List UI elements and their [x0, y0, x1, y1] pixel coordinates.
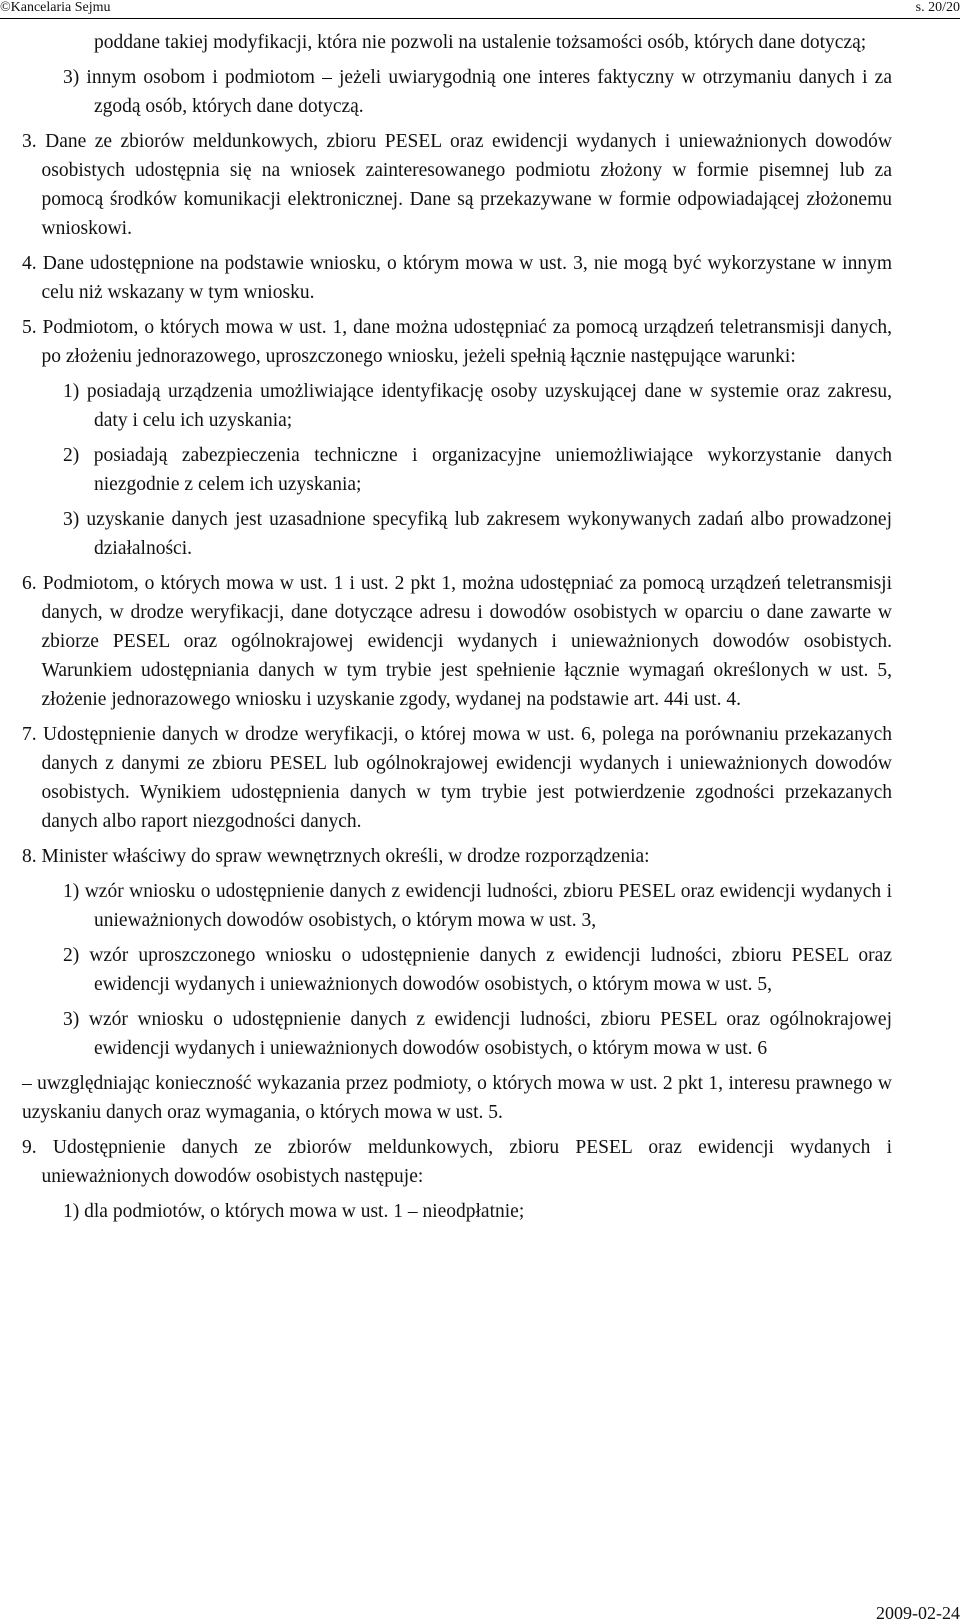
list-item: 1) posiadają urządzenia umożliwiające identyfikację osoby uzyskującej dane w systemie oraz zakresu, daty i celu ich uzyskania;	[63, 381, 892, 431]
paragraph-4: 4. Dane udostępnione na podstawie wniosku, o którym mowa w ust. 3, nie mogą być wykorzystane w innym celu niż wskazany w tym wniosku.	[22, 253, 892, 303]
text-continuation: poddane takiej modyfikacji, która nie pozwoli na ustalenie tożsamości osób, których dane dotyczą;	[94, 32, 867, 53]
list-item: 3) wzór wniosku o udostępnienie danych z ewidencji ludności, zbioru PESEL oraz ogólnokrajowej ewidencji wydanych i unieważnionych dowodów osobistych, o którym mowa w ust. 6	[63, 1009, 892, 1059]
header-divider	[0, 18, 960, 19]
paragraph-8: 8. Minister właściwy do spraw wewnętrznych określi, w drodze rozporządzenia:	[22, 846, 650, 867]
paragraph-7: 7. Udostępnienie danych w drodze weryfikacji, o której mowa w ust. 6, polega na porównaniu przekazanych danych z danymi ze zbioru PESEL lub ogólnokrajowej ewidencji wydanych i unieważnionych dowodów osobistych. Wynikiem udostępnienia danych w tym trybie jest potwierdzenie zgodności przekazanych danych albo raport niezgodności danych.	[22, 724, 892, 832]
list-item: 3) uzyskanie danych jest uzasadnione specyfiką lub zakresem wykonywanych zadań albo prowadzonej działalności.	[63, 509, 892, 559]
document-body	[22, 28, 892, 1232]
list-item: 1) dla podmiotów, o których mowa w ust. 1 – nieodpłatnie;	[63, 1201, 525, 1222]
list-item: 2) posiadają zabezpieczenia techniczne i organizacyjne uniemożliwiające wykorzystanie danych niezgodnie z celem ich uzyskania;	[63, 445, 892, 495]
paragraph-6: 6. Podmiotom, o których mowa w ust. 1 i ust. 2 pkt 1, można udostępniać za pomocą urządzeń teletransmisji danych, w drodze weryfikacji, dane dotyczące adresu i dowodów osobistych w oparciu o dane zawarte w zbiorze PESEL oraz ogólnokrajowej ewidencji wydanych i unieważnionych dowodów osobistych. Warunkiem udostępniania danych w tym trybie jest spełnienie łącznie wymagań określonych w ust. 5, złożenie jednorazowego wniosku i uzyskanie zgody, wydanej na podstawie art. 44i ust. 4.	[22, 573, 892, 710]
copyright-label: ©Kancelaria Sejmu	[0, 0, 111, 15]
paragraph-9: 9. Udostępnienie danych ze zbiorów meldunkowych, zbioru PESEL oraz ewidencji wydanych i unieważnionych dowodów osobistych następuje:	[22, 1137, 892, 1187]
list-item: 1) wzór wniosku o udostępnienie danych z ewidencji ludności, zbioru PESEL oraz ewidencji wydanych i unieważnionych dowodów osobistych, o którym mowa w ust. 3,	[63, 881, 892, 931]
page-footer-date: 2009-02-24	[876, 1603, 960, 1623]
list-item: 3) innym osobom i podmiotom – jeżeli uwiarygodnią one interes faktyczny w otrzymaniu danych i za zgodą osób, których dane dotyczą.	[63, 67, 892, 117]
page-header	[0, 0, 960, 18]
page-number: s. 20/20	[915, 0, 960, 15]
list-item: 2) wzór uproszczonego wniosku o udostępnienie danych z ewidencji ludności, zbioru PESEL oraz ewidencji wydanych i unieważnionych dowodów osobistych, o którym mowa w ust. 5,	[63, 945, 892, 995]
dash-clause: – uwzględniając konieczność wykazania przez podmioty, o których mowa w ust. 2 pkt 1, interesu prawnego w uzyskaniu danych oraz wymagania, o których mowa w ust. 5.	[22, 1073, 892, 1123]
paragraph-3: 3. Dane ze zbiorów meldunkowych, zbioru PESEL oraz ewidencji wydanych i unieważnionych dowodów osobistych udostępnia się na wniosek zainteresowanego podmiotu złożony w formie pisemnej lub za pomocą środków komunikacji elektronicznej. Dane są przekazywane w formie odpowiadającej złożonemu wnioskowi.	[22, 131, 892, 239]
paragraph-5: 5. Podmiotom, o których mowa w ust. 1, dane można udostępniać za pomocą urządzeń teletransmisji danych, po złożeniu jednorazowego, uproszczonego wniosku, jeżeli spełnią łącznie następujące warunki:	[22, 317, 892, 367]
